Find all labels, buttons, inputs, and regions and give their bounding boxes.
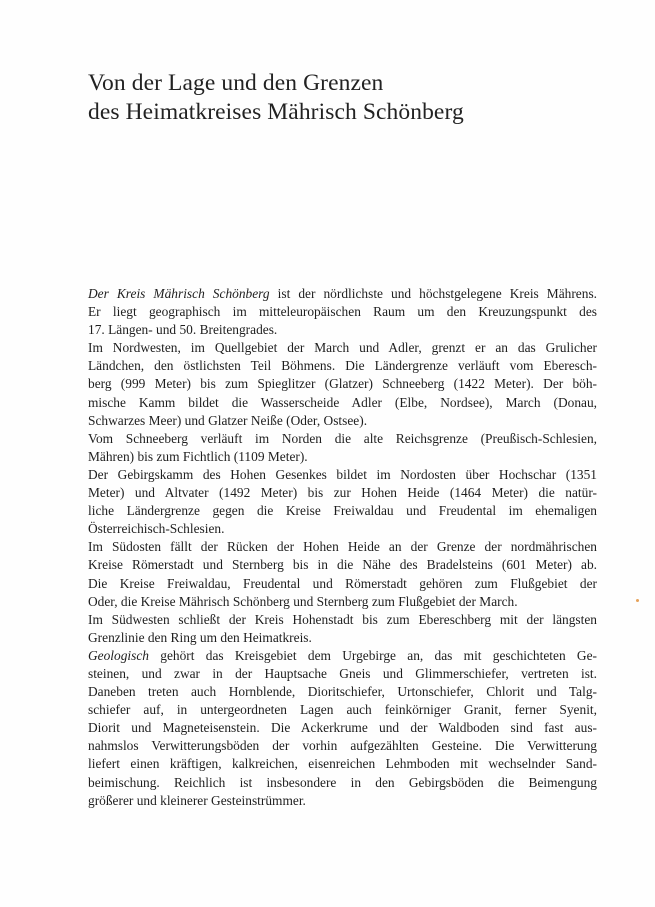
text-line-content: Im Südosten fällt der Rücken der Hohen Heide an der Grenze der nordmährischen bbox=[88, 539, 597, 555]
text-line bbox=[88, 412, 597, 430]
title-line-1: Von der Lage und den Grenzen bbox=[88, 70, 384, 96]
text-line-content: Ländchen, den östlichsten Teil Böhmens. Die Ländergrenze verläuft vom Eberesch- bbox=[88, 358, 597, 374]
text-line-content: beimischung. Reichlich ist insbesondere in den Gebirgsböden die Beimengung bbox=[88, 774, 597, 790]
text-line bbox=[88, 303, 597, 321]
text-line bbox=[88, 575, 597, 593]
text-line bbox=[88, 466, 597, 484]
text-line bbox=[88, 321, 597, 339]
text-line-content: Vom Schneeberg verläuft im Norden die alte Reichsgrenze (Preußisch-Schlesien, bbox=[88, 430, 597, 446]
text-line bbox=[88, 792, 597, 810]
text-line-content: Grenzlinie den Ring um den Heimatkreis. bbox=[88, 629, 312, 645]
text-line-content: ist der nördlichste und höchstgelegene Kreis Mährens. bbox=[269, 286, 597, 301]
text-line bbox=[88, 647, 597, 665]
text-line bbox=[88, 719, 597, 737]
paper-speck bbox=[636, 599, 639, 602]
text-line bbox=[88, 484, 597, 502]
text-line bbox=[88, 357, 597, 375]
text-line-content: Diorit und Magneteisenstein. Die Ackerkrume und der Waldboden sind fast aus- bbox=[88, 720, 597, 736]
text-line bbox=[88, 701, 597, 719]
text-line-content: liefert einen kräftigen, kalkreichen, eisenreichen Lehmboden mit wechselnder Sand- bbox=[88, 756, 597, 772]
text-line-content: berg (999 Meter) bis zum Spieglitzer (Glatzer) Schneeberg (1422 Meter). Der böh- bbox=[88, 376, 597, 392]
text-line-content: steinen, und zwar in der Hauptsache Gneis und Glimmerschiefer, vertreten ist. bbox=[88, 665, 597, 681]
text-line-content: größerer und kleinerer Gesteinstrümmer. bbox=[88, 792, 306, 808]
text-line-content: Meter) und Altvater (1492 Meter) bis zur Hohen Heide (1464 Meter) die natür- bbox=[88, 485, 597, 501]
text-line-content: Österreichisch-Schlesien. bbox=[88, 521, 225, 537]
text-line-content: Im Südwesten schließt der Kreis Hohenstadt bis zum Ebereschberg mit der längsten bbox=[88, 611, 597, 627]
text-line bbox=[88, 665, 597, 683]
text-line bbox=[88, 502, 597, 520]
text-line-content: gehört das Kreisgebiet dem Urgebirge an, das mit geschichteten Ge- bbox=[149, 647, 597, 663]
text-line-content: Kreise Römerstadt und Sternberg bis in die Nähe des Bradelsteins (601 Meter) ab. bbox=[88, 557, 597, 573]
text-line-content: Im Nordwesten, im Quellgebiet der March und Adler, grenzt er an das Grulicher bbox=[88, 340, 597, 356]
text-line bbox=[88, 430, 597, 448]
text-line bbox=[88, 448, 597, 466]
emphasized-term: Der Kreis Mährisch Schönberg bbox=[88, 286, 270, 301]
text-line bbox=[88, 774, 597, 792]
text-line-content: Die Kreise Freiwaldau, Freudental und Römerstadt gehören zum Flußgebiet der bbox=[88, 575, 597, 591]
text-line-content: Daneben treten auch Hornblende, Dioritschiefer, Urtonschiefer, Chlorit und Talg- bbox=[88, 684, 597, 700]
text-line bbox=[88, 394, 597, 412]
text-line bbox=[88, 520, 597, 538]
text-line bbox=[88, 593, 597, 611]
text-line bbox=[88, 339, 597, 357]
text-line bbox=[88, 755, 597, 773]
text-line-content: Er liegt geographisch im mitteleuropäischen Raum um den Kreuzungspunkt des bbox=[88, 304, 597, 320]
text-line bbox=[88, 683, 597, 701]
page-title bbox=[88, 69, 558, 127]
title-line-2: des Heimatkreises Mährisch Schönberg bbox=[88, 99, 464, 125]
text-line-content: schiefer auf, in untergeordneten Lagen auch feinkörniger Granit, ferner Syenit, bbox=[88, 702, 597, 718]
emphasized-term: Geologisch bbox=[88, 647, 149, 663]
text-line bbox=[88, 285, 597, 303]
text-line-content: mische Kamm bildet die Wasserscheide Adler (Elbe, Nordsee), March (Donau, bbox=[88, 394, 597, 410]
text-line-content: Oder, die Kreise Mährisch Schönberg und Sternberg zum Flußgebiet der March. bbox=[88, 593, 518, 609]
text-line bbox=[88, 375, 597, 393]
text-line-content: 17. Längen- und 50. Breitengrades. bbox=[88, 322, 278, 338]
text-line bbox=[88, 737, 597, 755]
text-line bbox=[88, 538, 597, 556]
text-line-content: nahmslos Verwitterungsböden der vorhin aufgezählten Gesteine. Die Verwitterung bbox=[88, 738, 597, 754]
body-text bbox=[88, 285, 597, 810]
text-line bbox=[88, 629, 597, 647]
text-line bbox=[88, 611, 597, 629]
text-line-content: Mähren) bis zum Fichtlich (1109 Meter). bbox=[88, 448, 308, 464]
text-line-content: Der Gebirgskamm des Hohen Gesenkes bildet im Nordosten über Hochschar (1351 bbox=[88, 466, 597, 482]
text-line bbox=[88, 556, 597, 574]
text-line-content: Schwarzes Meer) und Glatzer Neiße (Oder, Ostsee). bbox=[88, 412, 368, 428]
text-line-content: liche Ländergrenze gegen die Kreise Freiwaldau und Freudental im ehemaligen bbox=[88, 503, 597, 519]
